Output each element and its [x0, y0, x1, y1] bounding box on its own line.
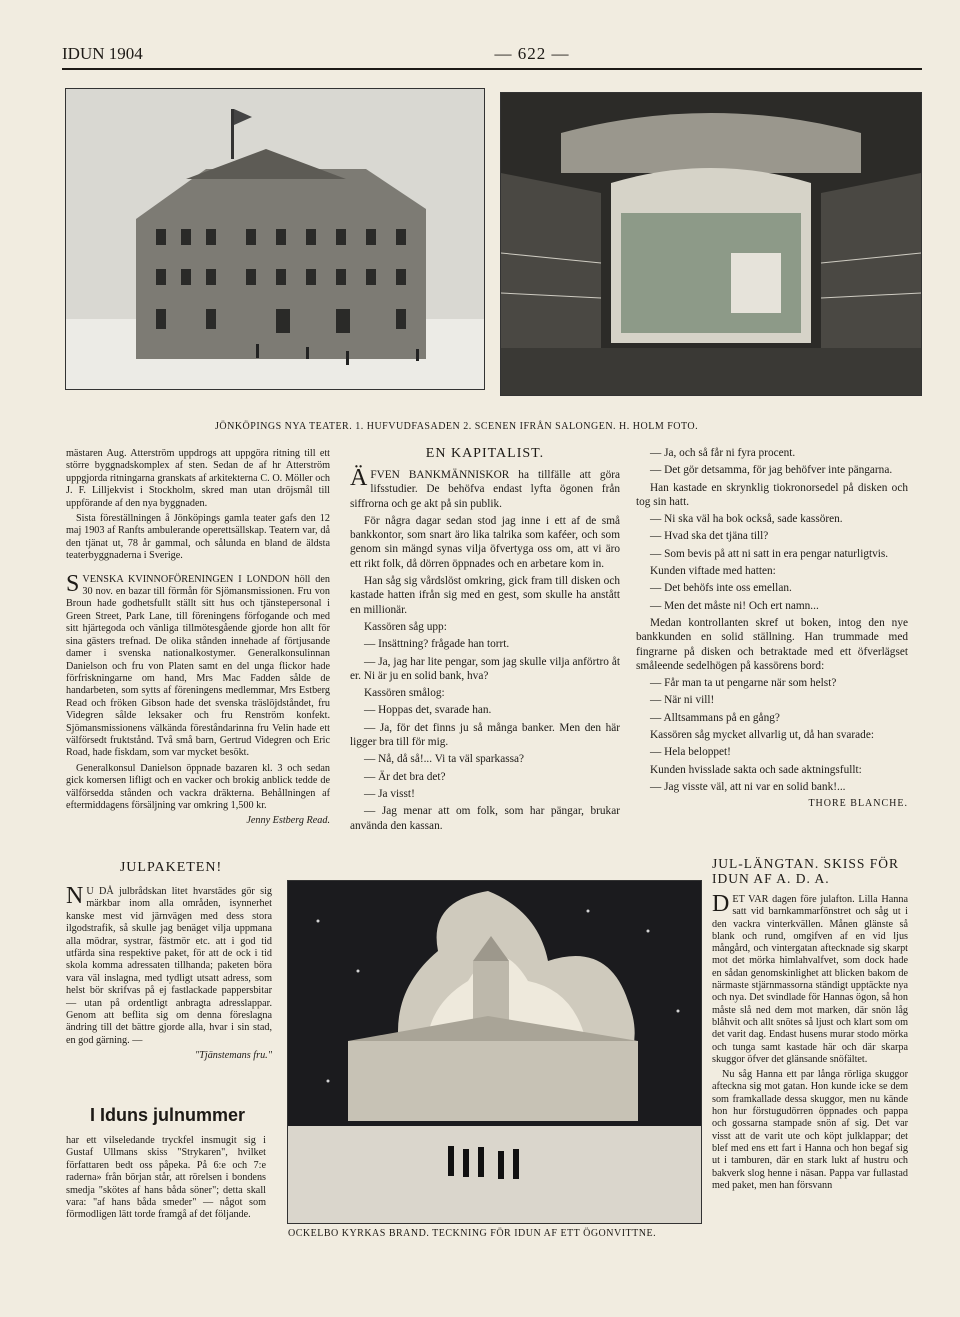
- julnummer-title: I Iduns julnummer: [89, 1105, 245, 1125]
- kapitalist-paragraph-5: — Insättning? frågade han torrt.: [364, 638, 510, 651]
- kapitalist-text: [350, 465, 620, 836]
- kapitalist-title: EN KAPITALIST.: [425, 446, 545, 461]
- julnummer-text: [66, 1135, 266, 1225]
- kapitalist-cont-6: — Som bevis på att ni satt in era pengar naturligtvis.: [650, 547, 889, 560]
- bazar-paragraph-2: Generalkonsul Danielson öppnade bazaren kl. 3 och sedan gick komersen lifligt och en vacker och brokig anblick tedde de välförsedda stånden och vackra dräkterna. Behållningen af eftermiddagens försäljning var omkring 1,500 kr.: [66, 762, 330, 811]
- teater-paragraph-2: Sista föreställningen å Jönköpings gamla teater gafs den 12 maj 1903 af Ranfts ambulerande operettsällskap. Teatern var, då den tjänat ut, 78 år gammal, och sålunda en bland de äldsta teaterbyggnaderna i Sverige.: [66, 513, 330, 562]
- kapitalist-paragraph-11: — Är det bra det?: [364, 770, 446, 783]
- julpaketen-paragraph: U DÅ julbrådskan litet hvarstädes gör sig märkbar inom alla områden, isynnerhet kanske mest vid järnvägen med dess stora ilgodstrafik, så skulle jag benäget vilja uppmana alla mödrar, systrar, fästmör etc. att i god tid utfärda sina respektive paket, för att de ock i tid skola komma adressaten tillhanda; paketen böra vara väl inslagna, med tydligt utsatt adress, som helst bör skrifvas på ej fastlackade pappersbitar — utan på ordentligt anbragta adresslappar. Genom att beflita sig om denna föreslagna ändring till det bättre gjorde alla, hvar i sin stad, en god gärning. —: [66, 886, 272, 1046]
- kapitalist-cont-14: Kassören såg mycket allvarlig ut, då han svarade:: [650, 729, 874, 742]
- journal-title: IDUN 1904: [62, 44, 143, 63]
- page-header: [62, 40, 922, 66]
- kapitalist-paragraph-13: — Jag menar att om folk, som har pängar, brukar använda den kassan.: [350, 805, 620, 832]
- kapitalist-paragraph-12: — Ja visst!: [364, 787, 415, 800]
- kapitalist-cont-12: — När ni vill!: [650, 694, 715, 707]
- jullangtan-title: JUL-LÄNGTAN. SKISS FÖR IDUN AF A. D. A.: [712, 856, 900, 886]
- bazar-paragraph-1: VENSKA KVINNOFÖRENINGEN I LONDON höll den 30 nov. en bazar till förmån för Sjömansmissionen. Fru von Broun hade godhetsfullt ställt sitt hus och tjänstepersonal i Green Street, Park Lane, till föreningens förfogande och med sitt hjärtegoda och vänliga tillmötesgående gjorde hon allt för sina gästers trefnad. De olika stånden innehade af förtjusande damer i svenska nationalkostymer. Generalkonsulinnan Danielson och fru von Platen samt en del unga flickor hade förfriskningarne om hand, Mrs Mac Fadden sålde de handarbeten, som sytts af föreningens medlemmar, Mrs Estberg Read och fröken Gibson hade det svenska träslöjdståndet, fru Videgren sålde leksaker och fru Renström konfekt. Sjömansmissionens välkända föreståndarinna fru Velin hade ett välförsedt fruktstånd. Två små barn, Gertrud Videgren och Eric Road, hade fiskdam, som var mycket besökt.: [66, 573, 330, 759]
- julnummer-paragraph: har ett vilseledande tryckfel insmugit sig i Gustaf Ullmans skiss "Strykaren", hvilket författaren bedt oss påpeka. På 6:e och 7:e raderna» från början står, att rörelsen i bondens smedja "skötes af hans båda söner"; detta skall vara: "af hans båda smeder" — något som förmodligen lätt torde framgå af det följande.: [66, 1135, 266, 1221]
- kapitalist-cont-10: Medan kontrollanten skref ut boken, intog den nye bankkunden en solid ställning. Han trummade med fingrarne på disken och betraktade med ett öfverlägset småleende sedelhögen på kassörens bord:: [636, 616, 908, 672]
- kapitalist-paragraph-6: — Ja, jag har lite pengar, som jag skulle vilja anförtro åt er. Ni är ju en solid bank, hva?: [350, 655, 620, 682]
- julpaketen-signature: "Tjänstemans fru.": [194, 1050, 272, 1062]
- julpaketen-initial: N: [66, 883, 84, 909]
- kapitalist-paragraph-8: — Hoppas det, svarade han.: [364, 704, 492, 717]
- kapitalist-paragraph-1: FVEN BANKMÄNNISKOR ha tillfälle att göra lifsstudier. De behöfva endast lyfta ögonen från siffrorna och ge akt på sin publik.: [350, 469, 620, 510]
- kapitalist-paragraph-3: Han såg sig vårdslöst omkring, gick fram till disken och kastade hatten ifrån sig med en gest, som skulle ha anstått en millionär.: [350, 575, 620, 616]
- jullangtan-initial: D: [712, 891, 730, 917]
- kapitalist-cont-15: — Hela beloppet!: [650, 746, 731, 759]
- jullangtan-paragraph-2: Nu såg Hanna ett par långa rörliga skuggor afteckna sig mot gatan. Hon kunde icke se dem som framkallade dessa skuggor, men nu kände hon hur förstugudörren öppnades och pappa och gossarna stampade snön af sig. Det var visst att de varit ute och köpt julklappar; det blef med ens ett fart i Hanna och hon begaf sig ut i tamburen, där en stark lukt af hustru och bakverk slog henne i näsan. Pappa var fullastad med paket, men han försvann: [712, 1069, 908, 1191]
- kapitalist-cont-8: — Det behöfs inte oss emellan.: [650, 582, 792, 595]
- kapitalist-paragraph-9: — Ja, för det finns ju så många banker. Men den här ligger bra till för mig.: [350, 721, 620, 749]
- church-fire-illustration: [287, 880, 702, 1224]
- kapitalist-paragraph-2: För några dagar sedan stod jag inne i ett af de små bankkontor, som snart äro lika talrika som kaféer, och som genom sin mängd synas vilja öfvertyga oss om, att vi äro ett rikt folk, då dörren öppnades och en arbetare kom in.: [350, 514, 620, 570]
- theater-facade-photo: [65, 88, 485, 390]
- column-left: [66, 448, 330, 831]
- kapitalist-initial: Ä: [350, 465, 368, 491]
- kapitalist-cont-16: Kunden hvisslade sakta och sade aktningsfullt:: [650, 763, 862, 776]
- kapitalist-cont-7: Kunden viftade med hatten:: [650, 565, 776, 578]
- bazar-signature: Jenny Estberg Read.: [246, 815, 330, 827]
- kapitalist-paragraph-10: — Nå, då så!... Vi ta väl sparkassa?: [364, 753, 525, 766]
- page-number: — 622 —: [494, 44, 570, 63]
- theater-stage-photo: [500, 92, 922, 396]
- kapitalist-cont-11: — Får man ta ut pengarne när som helst?: [650, 677, 837, 690]
- kapitalist-cont-17: — Jag visste väl, att ni var en solid bank!...: [650, 780, 846, 793]
- kapitalist-paragraph-7: Kassören smålog:: [364, 687, 445, 700]
- jullangtan-text: [712, 891, 908, 1195]
- kapitalist-cont-9: — Men det måste ni! Och ert namn...: [650, 599, 819, 612]
- kapitalist-cont-4: — Ni ska väl ha bok också, sade kassören.: [650, 513, 843, 526]
- julpaketen-text: [66, 883, 272, 1066]
- jullangtan-paragraph-1: ET VAR dagen före julafton. Lilla Hanna satt vid barnkammarfönstret och såg ut i den vackra vinterkvällen. Månen glänste så blank och rund, omgifven af en vid ljus mångård, och vintergatan aftecknade sig skarpt mot det mörka himlahvalfvet, som dock hade en sådan genomskinlighet att blicken bakom de närmaste stjärnmassorna ständigt upptäckte nya och nya. Det svindlade för Hannas ögon, så hon måste slå ned dem mot marken, där snön låg blåhvit och allt snötes så ljust och klart som om det varit dag. Endast husens murar stodo mörka och tunga samt kastade här och där skarpa skuggor öfver det glänsande snöfältet.: [712, 894, 908, 1065]
- kapitalist-cont-2: — Det gör detsamma, för jag behöfver inte pängarna.: [650, 464, 893, 477]
- header-rule: [62, 68, 922, 70]
- bazar-initial: S: [66, 570, 80, 597]
- kapitalist-paragraph-4: Kassören såg upp:: [364, 620, 447, 633]
- teater-paragraph-1: mästaren Aug. Atterström uppdrogs att uppgöra ritning till ett större byggnadskomplex af sten. Sedan de af hr Atterström uppgjorda ritningarna granskats af arkitekterna C. O. Möller och J. F. Lilljekvist i Stockholm, skred man utan dröjsmål till uppförande af den nya byggnaden.: [66, 448, 330, 509]
- kapitalist-cont-1: — Ja, och så får ni fyra procent.: [650, 447, 796, 459]
- kapitalist-cont-13: — Alltsammans på en gång?: [650, 711, 780, 724]
- fire-caption: OCKELBO KYRKAS BRAND. TECKNING FÖR IDUN AF ETT ÖGONVITTNE.: [288, 1228, 657, 1239]
- kapitalist-signature: THORE BLANCHE.: [808, 798, 908, 810]
- julpaketen-title: JULPAKETEN!: [119, 860, 223, 875]
- kapitalist-cont-3: Han kastade en skrynklig tiokronorsedel på disken och tog sin hatt.: [636, 481, 908, 508]
- column-right: [636, 446, 908, 815]
- photo-caption: JÖNKÖPINGS NYA TEATER. 1. HUFVUDFASADEN 2. SCENEN IFRÅN SALONGEN. H. HOLM FOTO.: [215, 421, 699, 432]
- kapitalist-cont-5: — Hvad ska det tjäna till?: [650, 530, 769, 543]
